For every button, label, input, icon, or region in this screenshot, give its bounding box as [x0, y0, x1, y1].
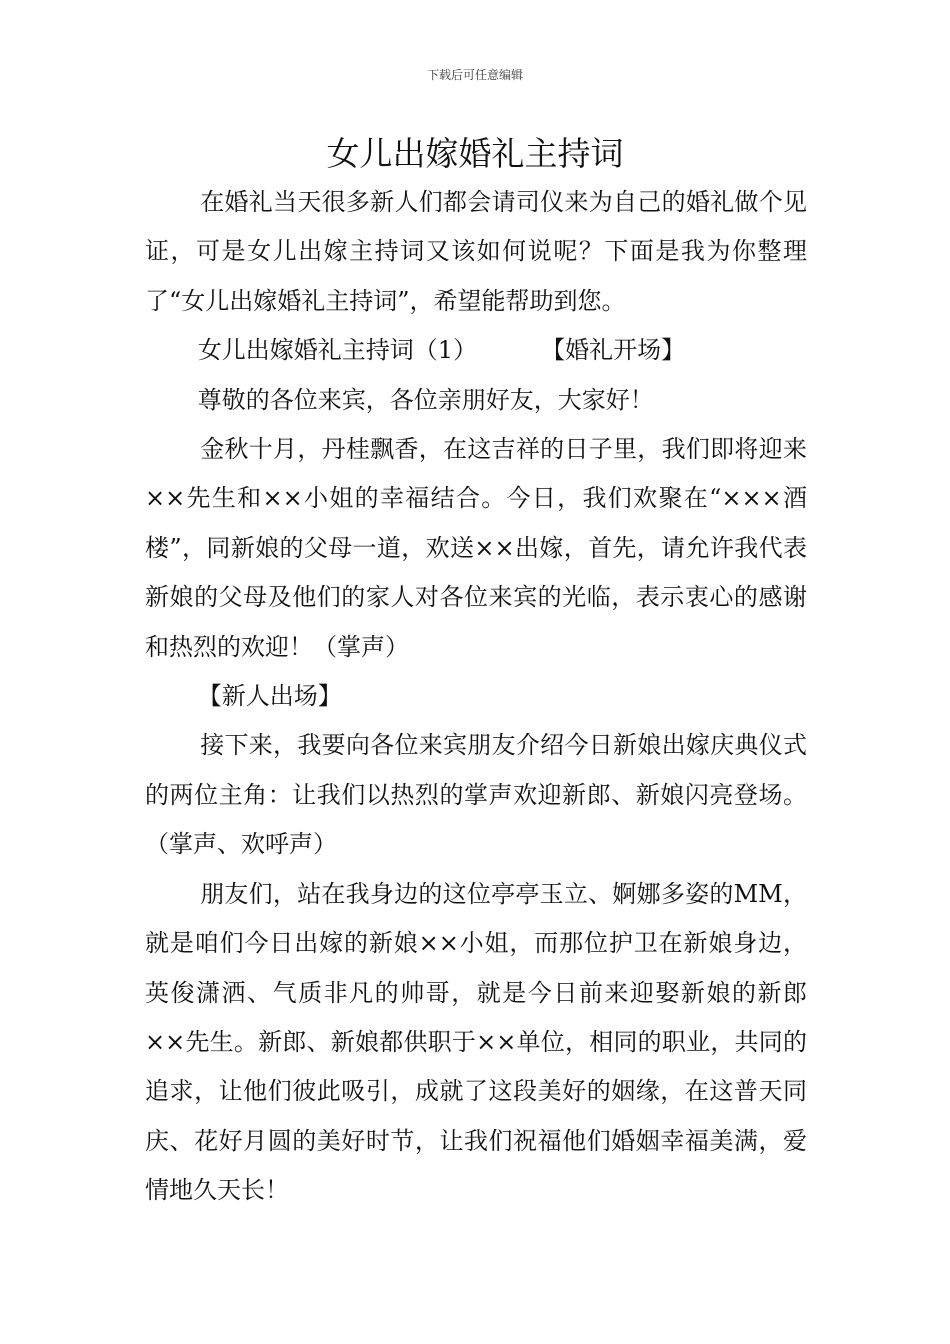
introduce-paragraph: 接下来，我要向各位来宾朋友介绍今日新娘出嫁庆典仪式的两位主角：让我们以热烈的掌声欢迎新郎、新娘闪亮登场。（掌声、欢呼声） — [145, 731, 807, 859]
document-title: 女儿出嫁婚礼主持词 — [326, 134, 624, 173]
document-body — [145, 178, 807, 1216]
header-note: 下载后可任意编辑 — [426, 68, 523, 82]
section-heading-line — [145, 326, 807, 375]
intro-paragraph: 在婚礼当天很多新人们都会请司仪来为自己的婚礼做个见证，可是女儿出嫁主持词又该如何说呢？下面是我为你整理了“女儿出嫁婚礼主持词”，希望能帮助到您。 — [145, 188, 807, 315]
section-title: 女儿出嫁婚礼主持词（1） — [197, 336, 478, 365]
greeting-paragraph: 尊敬的各位来宾，各位亲朋好友，大家好！ — [197, 385, 654, 414]
section-label-opening: 【婚礼开场】 — [541, 336, 686, 365]
opening-paragraph: 金秋十月，丹桂飘香，在这吉祥的日子里，我们即将迎来××先生和××小姐的幸福结合。今日，我们欢聚在“×××酒楼”，同新娘的父母一道，欢送××出嫁，首先，请允许我代表新娘的父母及他们的家人对各位来宾的光临，表示衷心的感谢和热烈的欢迎！（掌声） — [145, 435, 807, 661]
section-label-newcomers: 【新人出场】 — [197, 682, 342, 711]
friends-paragraph: 朋友们，站在我身边的这位亭亭玉立、婀娜多姿的MM，就是咱们今日出嫁的新娘××小姐，而那位护卫在新娘身边，英俊潇洒、气质非凡的帅哥，就是今日前来迎娶新娘的新郎××先生。新郎、新娘都供职于××单位，相同的职业，共同的追求，让他们彼此吸引，成就了这段美好的姻缘，在这普天同庆、花好月圆的美好时节，让我们祝福他们婚姻幸福美满，爱情地久天长！ — [145, 879, 807, 1205]
